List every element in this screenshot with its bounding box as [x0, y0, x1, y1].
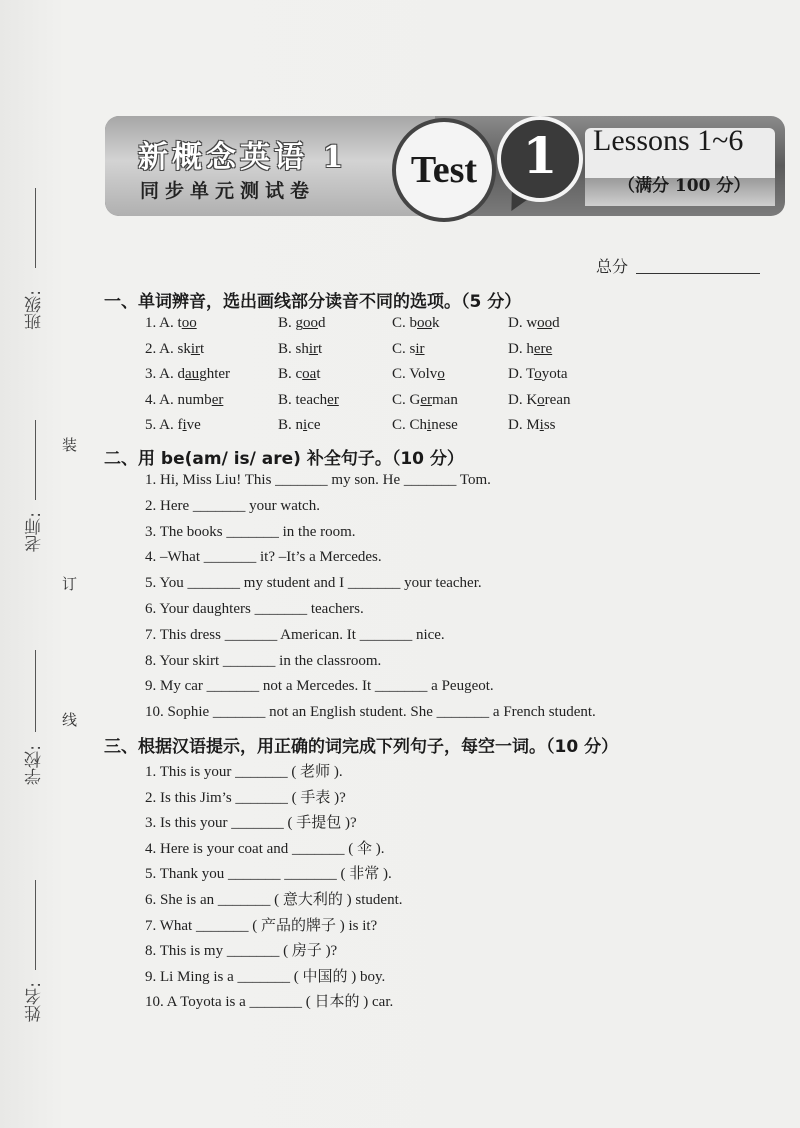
underlined-letters: er [327, 391, 339, 408]
binding-char-ding: 订 [62, 575, 78, 593]
underlined-letters: oo [417, 315, 433, 331]
option-3-A: 3. A. daughter [145, 366, 231, 383]
teacher-line [35, 420, 36, 500]
section-2-item: 3. The books _______ in the room. [145, 523, 356, 540]
underlined-letters: i [427, 417, 432, 434]
underlined-letters: oo [181, 315, 197, 331]
underlined-letters: er [420, 391, 432, 408]
option-5-A: 5. A. five [145, 417, 201, 434]
option-1-D: D. wood [508, 315, 560, 331]
underlined-letters: oo [537, 315, 553, 331]
teacher-label: 老师: [25, 512, 45, 552]
section-3-item: 1. This is your _______ ( 老师 ). [145, 764, 343, 780]
section-3-item: 4. Here is your coat and _______ ( 伞 ). [145, 840, 385, 857]
underlined-letters: i [539, 417, 544, 434]
test-word: Test [410, 149, 478, 191]
underlined-letters: ir [308, 340, 319, 357]
underlined-letters: i [303, 417, 308, 434]
section-2-item: 1. Hi, Miss Liu! This _______ my son. He _______ Tom. [145, 472, 491, 488]
underlined-letters: ere [533, 340, 553, 357]
option-5-B: B. nice [278, 417, 321, 434]
section-2-item: 6. Your daughters _______ teachers. [145, 601, 364, 617]
option-5-C: C. Chinese [392, 417, 458, 434]
school-line [35, 650, 36, 732]
section-3-item: 10. A Toyota is a _______ ( 日本的 ) car. [145, 994, 394, 1011]
option-5-D: D. Miss [508, 417, 556, 434]
option-1-B: B. good [278, 315, 326, 331]
underlined-letters: o [534, 366, 542, 383]
option-2-C: C. sir [392, 340, 425, 357]
section-2-item: 9. My car _______ not a Mercedes. It _______ a Peugeot. [145, 678, 494, 695]
option-1-A: 1. A. too [145, 315, 197, 331]
section-2-item: 10. Sophie _______ not an English student. She _______ a French student. [145, 704, 596, 721]
full-score: （满分 100 分） [618, 176, 751, 196]
option-3-C: C. Volvo [392, 366, 445, 383]
option-4-A: 4. A. number [145, 391, 224, 408]
section-2-item: 2. Here _______ your watch. [145, 497, 320, 514]
section-2-item: 7. This dress _______ American. It _______ nice. [145, 626, 445, 643]
option-4-B: B. teacher [278, 391, 339, 408]
underlined-letters: oa [302, 366, 317, 383]
section-3-item: 2. Is this Jim’s _______ ( 手表 )? [145, 789, 346, 806]
underlined-letters: o [537, 391, 545, 408]
class-label: 班级: [25, 290, 45, 330]
section-3-item: 6. She is an _______ ( 意大利的 ) student. [145, 892, 403, 908]
section-3-item: 7. What _______ ( 产品的牌子 ) is it? [145, 917, 378, 934]
option-2-D: D. here [508, 340, 553, 357]
test-number: 1 [522, 126, 558, 185]
binding-char-zhuang: 装 [62, 436, 78, 454]
section-3-item: 5. Thank you _______ _______ ( 非常 ). [145, 866, 392, 883]
underlined-letters: o [437, 366, 445, 383]
section-1-title: 一、单词辨音，选出画线部分读音不同的选项。（5 分） [104, 292, 522, 312]
underlined-letters: oo [303, 315, 319, 331]
section-3-title: 三、根据汉语提示，用正确的词完成下列句子，每空一词。（10 分） [104, 737, 619, 757]
option-2-B: B. shirt [278, 340, 323, 357]
name-line [35, 880, 36, 970]
section-2-item: 4. –What _______ it? –It’s a Mercedes. [145, 549, 382, 566]
course-subtitle: 同步单元测试卷 [140, 180, 316, 202]
course-title: 新概念英语 1 [138, 140, 348, 175]
total-score-label: 总分 [596, 257, 629, 276]
option-3-D: D. Toyota [508, 366, 568, 383]
lessons-range: Lessons 1~6 [593, 124, 744, 157]
underlined-letters: au [185, 366, 200, 383]
section-3-item: 9. Li Ming is a _______ ( 中国的 ) boy. [145, 968, 386, 985]
underlined-letters: er [211, 391, 224, 408]
section-2-title: 二、用 be(am/ is/ are) 补全句子。（10 分） [104, 449, 464, 469]
option-3-B: B. coat [278, 366, 321, 383]
school-label: 学校: [25, 745, 45, 785]
underlined-letters: ir [190, 340, 201, 357]
underlined-letters: ir [415, 340, 425, 357]
section-2-item: 8. Your skirt _______ in the classroom. [145, 652, 382, 669]
option-4-D: D. Korean [508, 391, 571, 408]
option-1-C: C. book [392, 315, 440, 331]
option-4-C: C. German [392, 391, 458, 408]
underlined-letters: i [182, 417, 187, 434]
option-2-A: 2. A. skirt [145, 340, 205, 357]
section-3-item: 8. This is my _______ ( 房子 )? [145, 943, 338, 960]
binding-char-xian: 线 [62, 711, 78, 729]
section-2-item: 5. You _______ my student and I _______ your teacher. [145, 575, 482, 592]
total-score-blank [636, 273, 760, 274]
section-3-item: 3. Is this your _______ ( 手提包 )? [145, 815, 357, 832]
class-line [35, 188, 36, 268]
name-label: 姓名: [25, 982, 45, 1022]
